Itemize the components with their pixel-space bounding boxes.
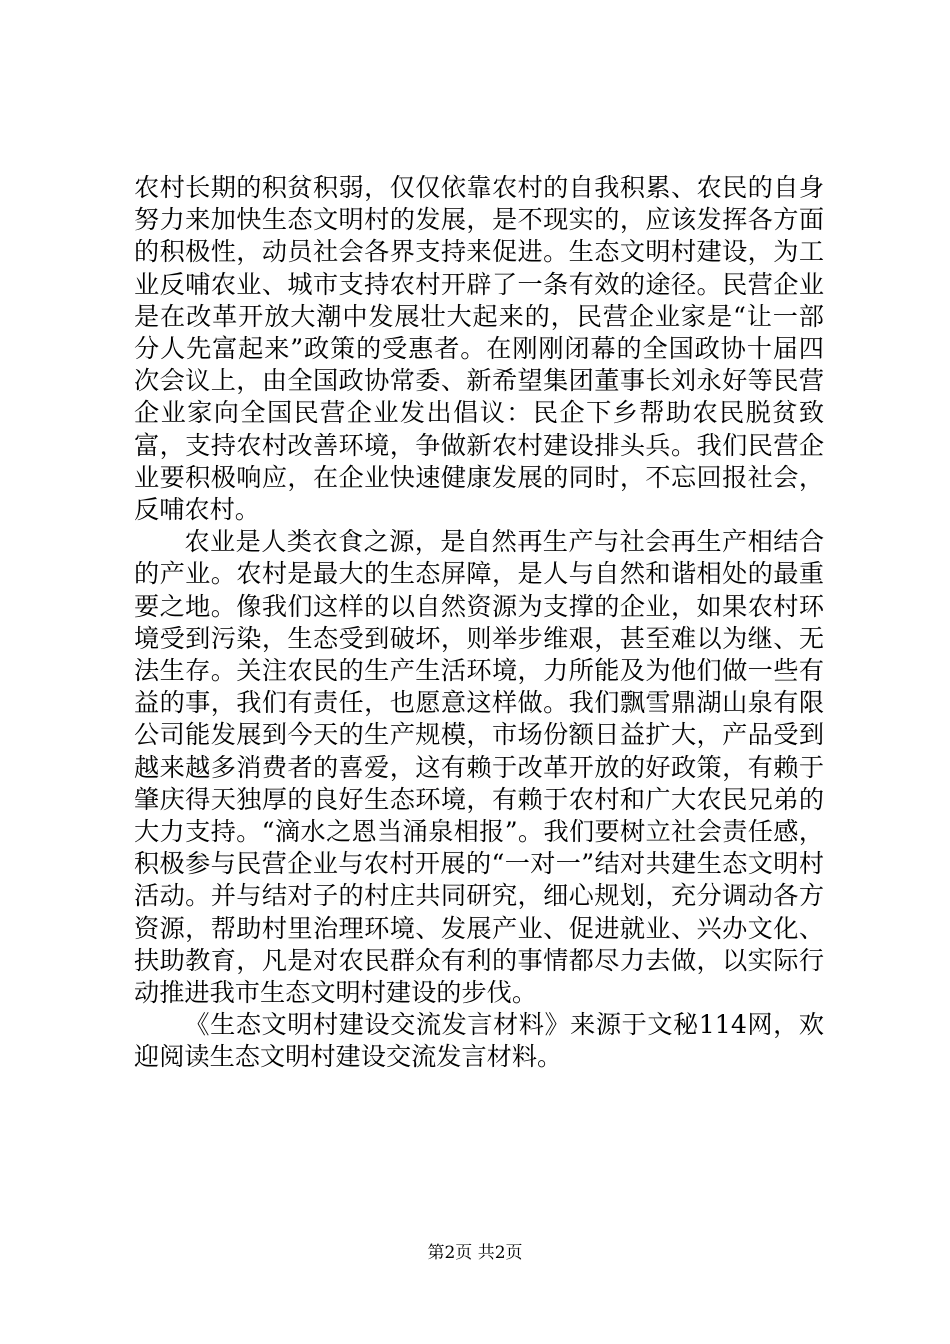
page-footer (0, 1242, 950, 1264)
page-number: 第2页 共2页 (427, 1243, 523, 1263)
paragraph-1: 农村长期的积贫积弱，仅仅依靠农村的自我积累、农民的自身努力来加快生态文明村的发展，是不现实的，应该发挥各方面的积极性，动员社会各界支持来促进。生态文明村建设，为工业反哺农业、城市支持农村开辟了一条有效的途径。民营企业是在改革开放大潮中发展壮大起来的，民营企业家是“让一部分人先富起来”政策的受惠者。在刚刚闭幕的全国政协十届四次会议上，由全国政协常委、新希望集团董事长刘永好等民营企业家向全国民营企业发出倡议：民企下乡帮助农民脱贫致富，支持农村改善环境，争做新农村建设排头兵。我们民营企业要积极响应，在企业快速健康发展的同时，不忘回报社会，反哺农村。 (134, 173, 824, 525)
paragraph-2: 农业是人类衣食之源，是自然再生产与社会再生产相结合的产业。农村是最大的生态屏障，是人与自然和谐相处的最重要之地。像我们这样的以自然资源为支撑的企业，如果农村环境受到污染，生态受到破坏，则举步维艰，甚至难以为继、无法生存。关注农民的生产生活环境，力所能及为他们做一些有益的事，我们有责任，也愿意这样做。我们飘雪鼎湖山泉有限公司能发展到今天的生产规模，市场份额日益扩大，产品受到越来越多消费者的喜爱，这有赖于改革开放的好政策，有赖于肇庆得天独厚的良好生态环境，有赖于农村和广大农民兄弟的大力支持。“滴水之恩当涌泉相报”。我们要树立社会责任感，积极参与民营企业与农村开展的“一对一”结对共建生态文明村活动。并与结对子的村庄共同研究，细心规划，充分调动各方资源，帮助村里治理环境、发展产业、促进就业、兴办文化、扶助教育，凡是对农民群众有利的事情都尽力去做，以实际行动推进我市生态文明村建设的步伐。 (134, 527, 824, 1008)
paragraph-3: 《生态文明村建设交流发言材料》来源于文秘114网，欢迎阅读生态文明村建设交流发言材料。 (134, 1010, 824, 1072)
document-body (134, 172, 824, 1074)
